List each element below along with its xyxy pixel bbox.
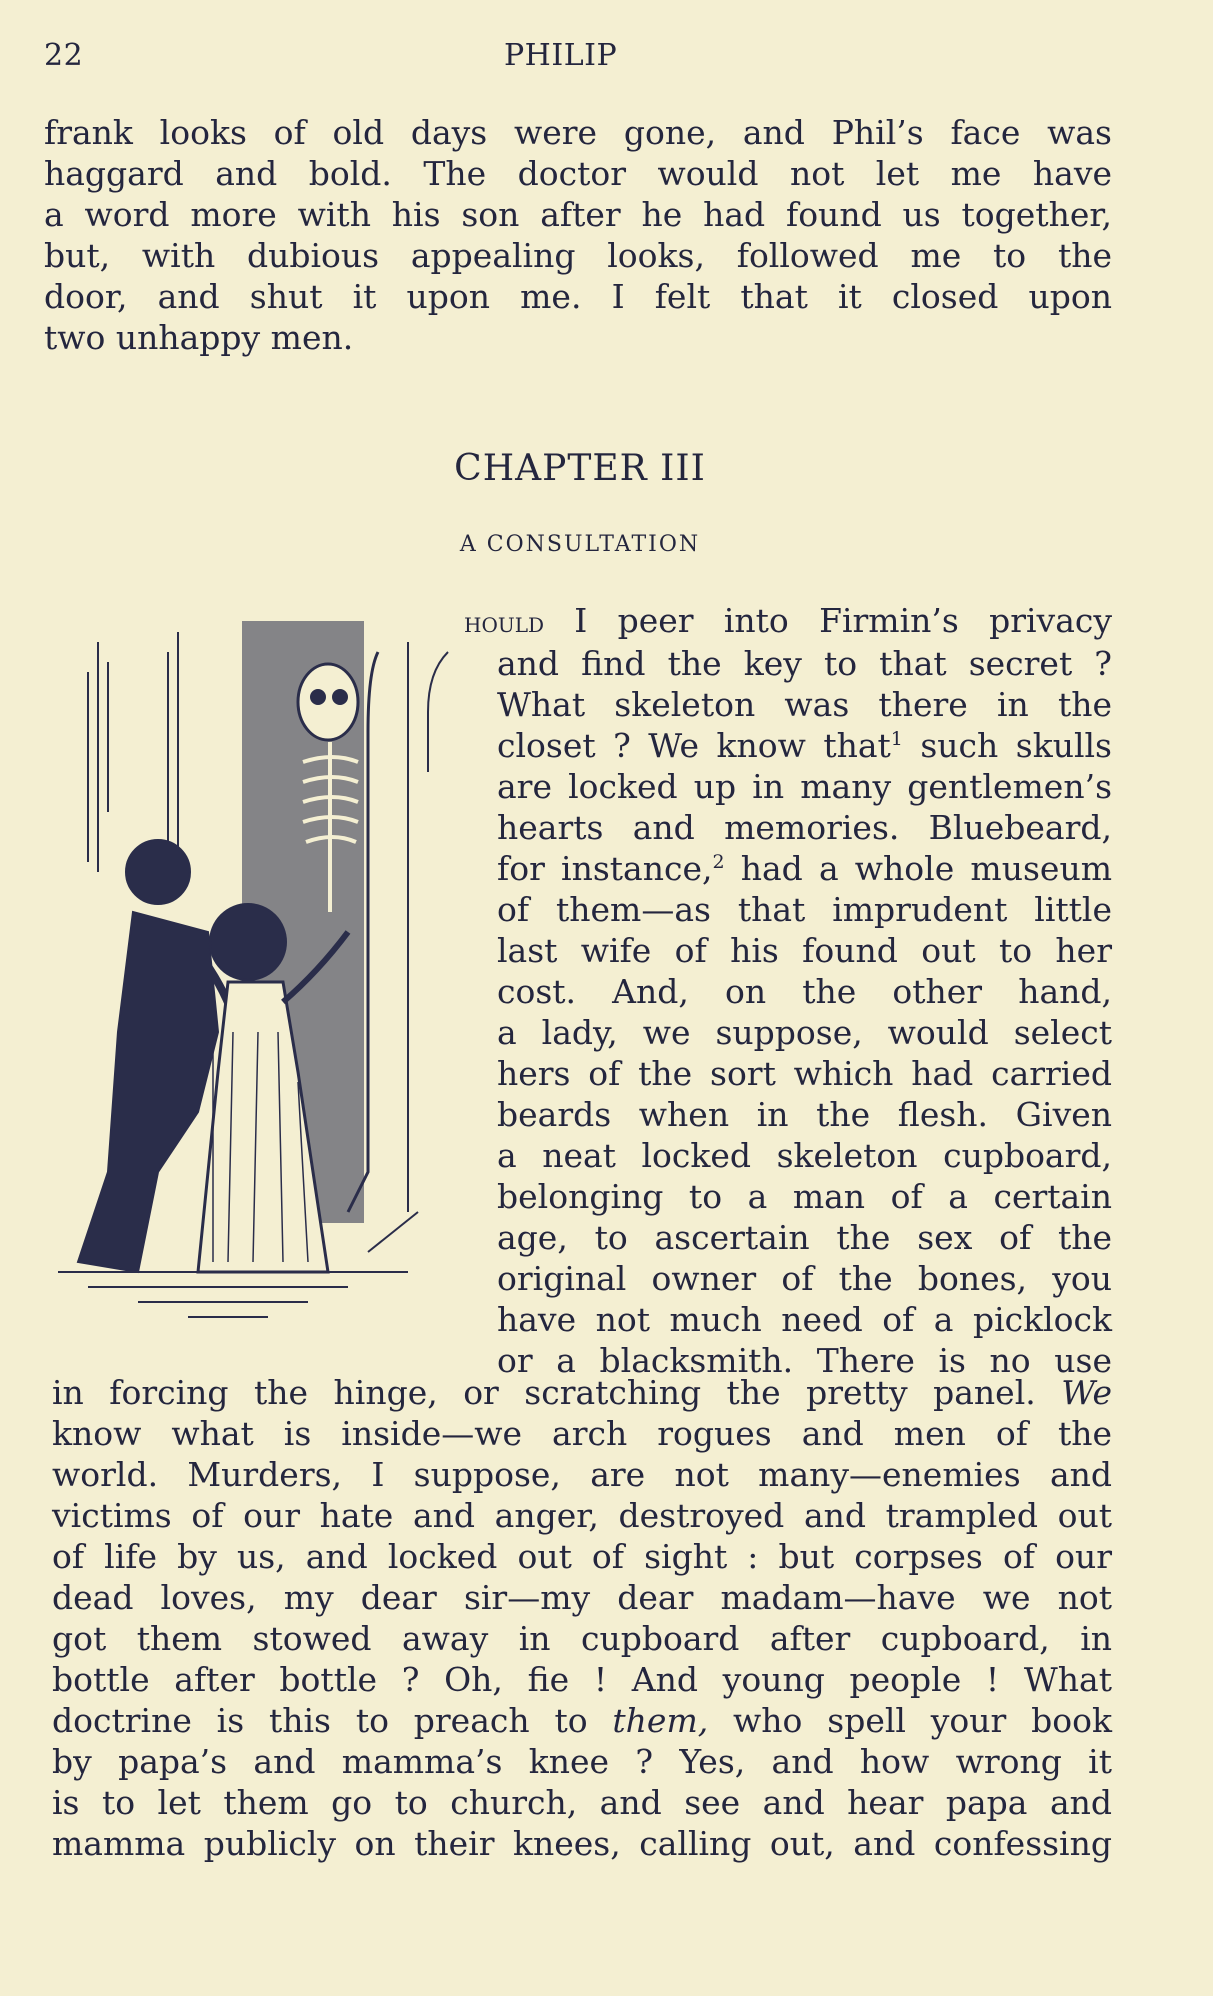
skull [298,664,358,740]
text-line: victims of our hate and anger, destroyed and trampled out [52,1496,1112,1535]
text-line: got them stowed away in cupboard after cupboard, in [52,1619,1112,1658]
drop-cap-smallcaps: hould [464,606,545,639]
text-line: world. Murders, I suppose, are not many—enemies and [52,1455,1112,1494]
full-width-paragraph [52,1372,1112,1864]
door-shadow [368,1212,418,1252]
text-line: original owner of the bones, you [497,1259,1112,1298]
page-number: 22 [44,38,84,73]
text-line: hers of the sort which had carried [497,1054,1112,1093]
text-line: a lady, we suppose, would select [497,1013,1112,1052]
text-line: hearts and memories. Bluebeard, [497,808,1112,847]
text-line: cost. And, on the other hand, [497,972,1112,1011]
text-line [497,848,1112,889]
text-line: age, to ascertain the sex of the [497,1218,1112,1257]
text-line [464,600,1112,643]
text-line: What skeleton was there in the [497,685,1112,724]
text-line [52,1372,1112,1413]
text-line: by papa’s and mamma’s knee ? Yes, and how wrong it [52,1742,1112,1781]
text-fragment: who spell your book [708,1701,1113,1740]
boy-body [78,912,218,1272]
skull-eye [333,690,347,704]
text-fragment: such skulls [902,726,1112,765]
italic-word: them, [612,1701,709,1740]
text-fragment: closet ? We know that [497,726,891,765]
text-line: last wife of his found out to her [497,931,1112,970]
text-line: belonging to a man of a certain [497,1177,1112,1216]
skeleton-closet-illustration [48,612,488,1362]
footnote-marker[interactable]: 1 [890,728,903,750]
text-line [497,725,1112,766]
text-line: beards when in the flesh. Given [497,1095,1112,1134]
text-line: a word more with his son after he had found us together, [44,195,1112,234]
running-title: PHILIP [504,38,618,73]
text-line: know what is inside—we arch rogues and men of the [52,1414,1112,1453]
text-line: frank looks of old days were gone, and Phil’s face was [44,113,1112,152]
wrapped-paragraph [464,600,1112,1381]
text-line: is to let them go to church, and see and hear papa and [52,1783,1112,1822]
text-fragment: had a whole museum [724,849,1112,888]
text-fragment: for instance, [497,849,713,888]
text-line: of them—as that imprudent little [497,890,1112,929]
text-line: have not much need of a picklock [497,1300,1112,1339]
floor-lines [58,1272,408,1317]
italic-word: We [1061,1373,1112,1412]
text-line: but, with dubious appealing looks, followed me to the [44,236,1112,275]
skull-eye [311,690,325,704]
chapter-subtitle: A CONSULTATION [459,532,701,557]
text-line: two unhappy men. [44,318,354,357]
text-line: haggard and bold. The doctor would not let me have [44,154,1112,193]
boy-head [126,840,190,904]
text-line: or a blacksmith. There is no use [497,1341,1112,1380]
text-line: and find the key to that secret ? [497,644,1112,683]
door-hinge [428,652,448,772]
text-line: dead loves, my dear sir—my dear madam—have we not [52,1578,1112,1617]
text-line: a neat locked skeleton cupboard, [497,1136,1112,1175]
text-line [52,1700,1112,1741]
text-fragment: doctrine is this to preach to [52,1701,613,1740]
text-line: door, and shut it upon me. I felt that it closed upon [44,277,1112,316]
text-fragment: I peer into Firmin’s privacy [544,601,1112,640]
text-line: are locked up in many gentlemen’s [497,767,1112,806]
text-line: bottle after bottle ? Oh, fie ! And young people ! What [52,1660,1112,1699]
opening-paragraph [44,112,1112,358]
footnote-marker[interactable]: 2 [712,851,725,873]
text-fragment: in forcing the hinge, or scratching the pretty panel. [52,1373,1036,1412]
chapter-title: CHAPTER III [454,448,706,489]
text-line: mamma publicly on their knees, calling out, and confessing [52,1824,1112,1863]
text-line: of life by us, and locked out of sight : but corpses of our [52,1537,1112,1576]
girl-head [210,904,286,980]
